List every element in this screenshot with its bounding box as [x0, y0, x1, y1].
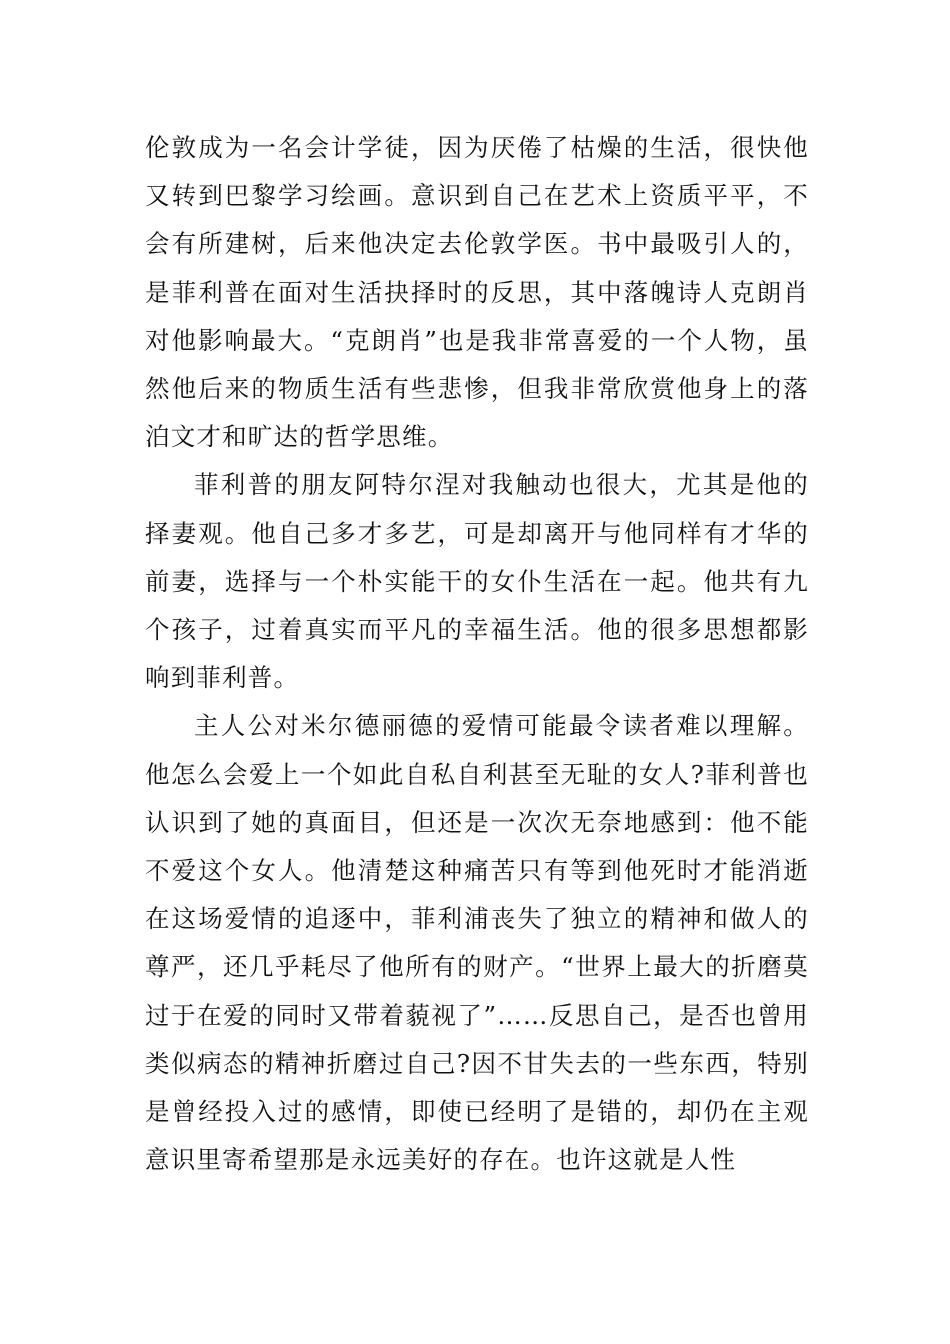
paragraph-continuation: 伦敦成为一名会计学徒，因为厌倦了枯燥的生活，很快他又转到巴黎学习绘画。意识到自己在艺术上资质平平，不会有所建树，后来他决定去伦敦学医。书中最吸引人的，是菲利普在面对生活抉择时的反思，其中落魄诗人克朗肖对他影响最大。“克朗肖”也是我非常喜爱的一个人物，虽然他后来的物质生活有些悲惨，但我非常欣赏他身上的落泊文才和旷达的哲学思维。: [145, 133, 809, 452]
paragraph-mildred: 主人公对米尔德丽德的爱情可能最令读者难以理解。他怎么会爱上一个如此自私自利甚至无耻的女人?菲利普也认识到了她的真面目，但还是一次次无奈地感到：他不能不爱这个女人。他清楚这种痛苦只有等到他死时才能消逝在这场爱情的追逐中，菲利浦丧失了独立的精神和做人的尊严，还几乎耗尽了他所有的财产。“世界上最大的折磨莫过于在爱的同时又带着藐视了”……反思自己，是否也曾用类似病态的精神折磨过自己?因不甘失去的一些东西，特别是曾经投入过的感情，即使已经明了是错的，却仍在主观意识里寄希望那是永远美好的存在。也许这就是人性: [145, 711, 809, 1175]
document-page: [145, 124, 809, 1184]
paragraph-athelny: 菲利普的朋友阿特尔涅对我触动也很大，尤其是他的择妻观。他自己多才多艺，可是却离开与他同样有才华的前妻，选择与一个朴实能干的女仆生活在一起。他共有九个孩子，过着真实而平凡的幸福生活。他的很多思想都影响到菲利普。: [145, 470, 809, 693]
